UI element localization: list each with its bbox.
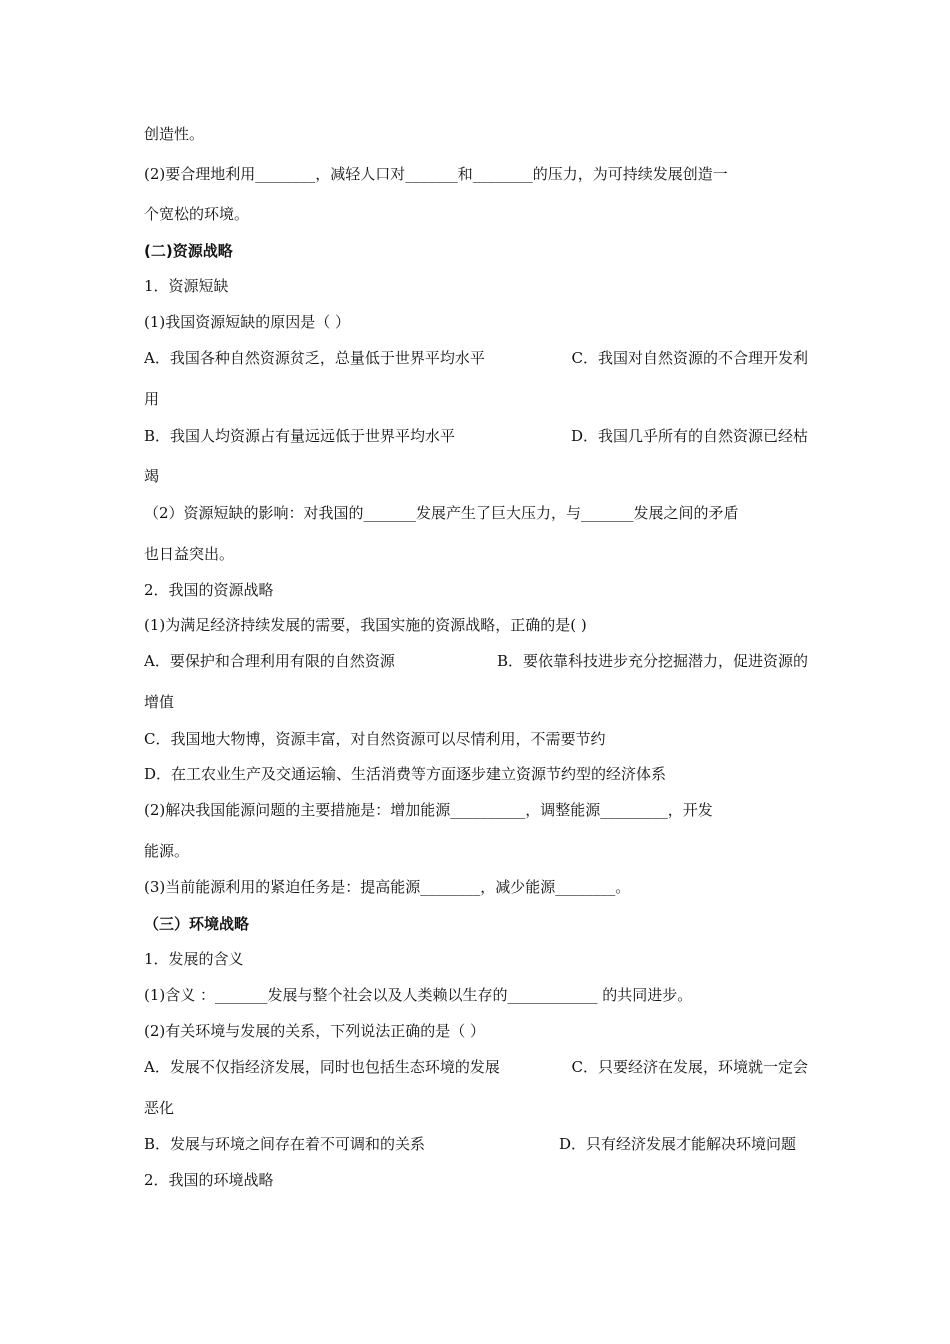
text-line-wrap-2: 竭 (144, 467, 160, 485)
text-line-1: 创造性。 (144, 125, 205, 143)
text-line-5: 1．资源短缺 (144, 277, 229, 295)
option-b-2: B．要依靠科技进步充分挖掘潜力，促进资源的 (496, 652, 808, 670)
options-row-ab-2 (144, 651, 808, 671)
section-heading-environment: （三）环境战略 (144, 915, 250, 933)
option-a-2: A．要保护和合理利用有限的自然资源 (144, 652, 395, 670)
options-row-ac-3 (144, 1057, 808, 1077)
option-c: C．我国对自然资源的不合理开发利 (571, 349, 808, 367)
text-line-wrap-1: 用 (144, 390, 160, 408)
option-a-3: A．发展不仅指经济发展，同时也包括生态环境的发展 (144, 1058, 500, 1076)
text-line-meaning: 1．发展的含义 (144, 950, 244, 968)
options-row-bd-3 (144, 1134, 808, 1154)
text-line-definition: (1)含义 ：_______发展与整个社会以及人类赖以生存的____________ 的共同进步。 (144, 986, 693, 1004)
text-line-impact-cont: 也日益突出。 (144, 545, 235, 563)
option-b: B．我国人均资源占有量远远低于世界平均水平 (144, 427, 456, 445)
question-resource-shortage-cause: (1)我国资源短缺的原因是（ ） (144, 313, 351, 331)
text-line-3: 个宽松的环境。 (144, 205, 250, 223)
text-line-energy-measures: (2)解决我国能源问题的主要措施是：增加能源__________，调整能源_________，开发 (144, 801, 713, 819)
option-d-2: D．在工农业生产及交通运输、生活消费等方面逐步建立资源节约型的经济体系 (144, 765, 667, 783)
text-line-wrap-3: 增值 (144, 693, 175, 711)
question-resource-strategy: (1)为满足经济持续发展的需要，我国实施的资源战略，正确的是( ) (144, 616, 587, 634)
question-env-development: (2)有关环境与发展的关系，下列说法正确的是（ ） (144, 1022, 486, 1040)
options-row-ac-1 (144, 348, 808, 368)
option-c-2: C．我国地大物博，资源丰富，对自然资源可以尽情利用，不需要节约 (144, 730, 606, 748)
option-b-3: B．发展与环境之间存在着不可调和的关系 (144, 1135, 426, 1153)
text-line-strategy: 2．我国的资源战略 (144, 581, 274, 599)
option-d: D．我国几乎所有的自然资源已经枯 (570, 427, 808, 445)
option-a: A．我国各种自然资源贫乏，总量低于世界平均水平 (144, 349, 485, 367)
section-heading-resources: (二)资源战略 (144, 242, 233, 260)
text-line-wrap-4: 恶化 (144, 1099, 175, 1117)
option-c-3: C．只要经济在发展，环境就一定会 (571, 1058, 808, 1076)
text-line-2: (2)要合理地利用________，减轻人口对_______和________的压力，为可持续发展创造一 (144, 165, 728, 183)
text-line-energy-cont: 能源。 (144, 842, 190, 860)
options-row-bd-1 (144, 426, 808, 446)
text-line-env-strategy: 2．我国的环境战略 (144, 1171, 274, 1189)
text-line-impact: （2）资源短缺的影响：对我国的_______发展产生了巨大压力，与_______发展之间的矛盾 (144, 504, 739, 522)
text-line-energy-task: (3)当前能源利用的紧迫任务是：提高能源________，减少能源________。 (144, 878, 631, 896)
option-d-3: D．只有经济发展才能解决环境问题 (558, 1135, 796, 1153)
